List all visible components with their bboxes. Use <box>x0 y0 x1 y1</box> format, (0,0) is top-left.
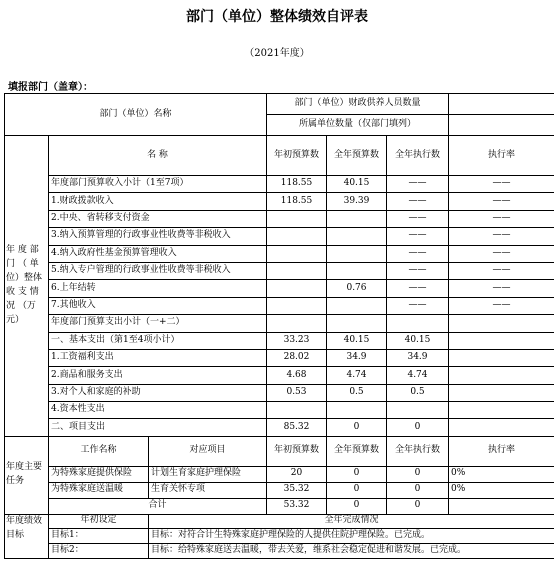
staff-count-value <box>449 94 554 115</box>
budget-exec: 4.74 <box>387 367 449 384</box>
budget-rate: —— <box>449 176 554 193</box>
goal-section <box>5 514 554 558</box>
staff-count-label: 部门（单位）财政供养人员数量 <box>267 94 449 115</box>
budget-initial: 28.02 <box>267 349 327 366</box>
budget-item-name: 1.工资福利支出 <box>49 349 267 366</box>
project-exec: 0 <box>387 466 449 482</box>
budget-exec: —— <box>387 210 449 227</box>
project-rate: 0% <box>449 482 554 498</box>
budget-rate: —— <box>449 245 554 262</box>
budget-row <box>5 176 554 193</box>
budget-full: 0 <box>327 419 387 436</box>
report-year: （2021年度） <box>244 48 310 59</box>
budget-item-name: 二、项目支出 <box>49 419 267 436</box>
budget-row <box>5 210 554 227</box>
budget-initial <box>267 228 327 245</box>
budget-rate: —— <box>449 262 554 279</box>
project-rate: 0% <box>449 466 554 482</box>
budget-full: 34.9 <box>327 349 387 366</box>
budget-exec: 0.5 <box>387 384 449 401</box>
budget-full <box>327 402 387 419</box>
budget-section <box>5 136 554 437</box>
budget-item-name: 3.对个人和家庭的补助 <box>49 384 267 401</box>
budget-row <box>5 228 554 245</box>
col-name-header: 名 称 <box>49 136 267 176</box>
budget-item-name: 3.纳入预算管理的行政事业性收费等非税收入 <box>49 228 267 245</box>
budget-initial <box>267 315 327 332</box>
budget-rate: —— <box>449 193 554 210</box>
budget-exec: 40.15 <box>387 332 449 349</box>
budget-full <box>327 228 387 245</box>
budget-row <box>5 349 554 366</box>
budget-exec: —— <box>387 176 449 193</box>
budget-rate <box>449 332 554 349</box>
budget-item-name: 2.商品和服务支出 <box>49 367 267 384</box>
budget-exec: 0 <box>387 419 449 436</box>
col-goal-complete-header: 全年完成情况 <box>149 514 554 528</box>
col-task-header: 工作名称 <box>49 436 149 466</box>
budget-row <box>5 384 554 401</box>
budget-rate <box>449 349 554 366</box>
col-initial-header: 年初预算数 <box>267 436 327 466</box>
budget-row <box>5 402 554 419</box>
budget-initial: 0.53 <box>267 384 327 401</box>
goal-status: 目标：对符合计生特殊家庭护理保险的人提供住院护理保险。已完成。 <box>149 528 554 543</box>
col-initial-header: 年初预算数 <box>267 136 327 176</box>
budget-item-name: 6.上年结转 <box>49 280 267 297</box>
project-section <box>5 436 554 514</box>
budget-exec: —— <box>387 262 449 279</box>
performance-table <box>4 135 554 559</box>
project-side-label: 年度主要任务 <box>5 436 49 514</box>
sub-unit-value <box>449 115 554 136</box>
budget-item-name: 5.纳入专户管理的行政事业性收费等非税收入 <box>49 262 267 279</box>
goal-target: 目标2： <box>49 543 149 558</box>
budget-full <box>327 210 387 227</box>
budget-full <box>327 262 387 279</box>
col-rate-header: 执行率 <box>449 136 554 176</box>
project-total-initial: 53.32 <box>267 498 327 514</box>
col-full-header: 全年预算数 <box>327 136 387 176</box>
budget-initial <box>267 262 327 279</box>
budget-item-name: 7.其他收入 <box>49 297 267 314</box>
budget-rate <box>449 402 554 419</box>
project-full: 0 <box>327 466 387 482</box>
sub-unit-label: 所属单位数量（仅部门填列） <box>267 115 449 136</box>
budget-rate <box>449 315 554 332</box>
budget-item-name: 1.财政拨款收入 <box>49 193 267 210</box>
goal-target: 目标1： <box>49 528 149 543</box>
unit-info-table <box>4 93 554 136</box>
project-exec: 0 <box>387 482 449 498</box>
budget-exec: —— <box>387 245 449 262</box>
goal-side-label: 年度绩效目标 <box>5 514 49 558</box>
budget-initial: 118.55 <box>267 193 327 210</box>
budget-initial: 4.68 <box>267 367 327 384</box>
budget-full: 40.15 <box>327 332 387 349</box>
project-total-exec: 0 <box>387 498 449 514</box>
budget-row <box>5 315 554 332</box>
col-exec-header: 全年执行数 <box>387 436 449 466</box>
budget-initial <box>267 280 327 297</box>
budget-exec <box>387 402 449 419</box>
budget-rate <box>449 384 554 401</box>
project-initial: 20 <box>267 466 327 482</box>
project-task: 为特殊家庭送温暖 <box>49 482 149 498</box>
col-exec-header: 全年执行数 <box>387 136 449 176</box>
budget-row <box>5 419 554 436</box>
budget-row <box>5 193 554 210</box>
project-task: 为特殊家庭提供保险 <box>49 466 149 482</box>
budget-item-name: 年度部门预算收入小计（1至7项） <box>49 176 267 193</box>
project-total-rate <box>449 498 554 514</box>
project-total-full: 0 <box>327 498 387 514</box>
budget-exec <box>387 315 449 332</box>
budget-row <box>5 245 554 262</box>
budget-item-name: 一、基本支出（第1至4项小计） <box>49 332 267 349</box>
budget-item-name: 2.中央、省转移支付资金 <box>49 210 267 227</box>
unit-name-label: 部门（单位）名称 <box>5 94 267 136</box>
col-rate-header: 执行率 <box>449 436 554 466</box>
budget-exec: —— <box>387 228 449 245</box>
goal-status: 目标：给特殊家庭送去温暖，带去关爱，维系社会稳定促进和谐发展。已完成。 <box>149 543 554 558</box>
budget-exec: —— <box>387 297 449 314</box>
budget-item-name: 4.纳入政府性基金预算管理收入 <box>49 245 267 262</box>
project-full: 0 <box>327 482 387 498</box>
budget-exec: —— <box>387 280 449 297</box>
budget-initial: 33.23 <box>267 332 327 349</box>
budget-initial: 118.55 <box>267 176 327 193</box>
col-full-header: 全年预算数 <box>327 436 387 466</box>
budget-full: 0.76 <box>327 280 387 297</box>
budget-exec: —— <box>387 193 449 210</box>
budget-rate: —— <box>449 228 554 245</box>
budget-initial <box>267 402 327 419</box>
budget-full <box>327 315 387 332</box>
budget-rate <box>449 419 554 436</box>
department-label: 填报部门（盖章）： <box>8 82 93 93</box>
budget-item-name: 年度部门预算支出小计（一+二） <box>49 315 267 332</box>
budget-row <box>5 367 554 384</box>
budget-row <box>5 332 554 349</box>
budget-full: 4.74 <box>327 367 387 384</box>
budget-initial <box>267 297 327 314</box>
budget-full: 39.39 <box>327 193 387 210</box>
budget-row <box>5 297 554 314</box>
project-item: 计划生育家庭护理保险 <box>149 466 267 482</box>
budget-row <box>5 280 554 297</box>
budget-side-label: 年 度 部 门 （ 单 位）整体 收 支 情 况 （万元） <box>5 136 49 437</box>
budget-initial: 85.32 <box>267 419 327 436</box>
project-total-label: 合计 <box>49 498 267 514</box>
budget-rate: —— <box>449 210 554 227</box>
project-item: 生育关怀专项 <box>149 482 267 498</box>
budget-initial <box>267 245 327 262</box>
budget-initial <box>267 210 327 227</box>
budget-rate: —— <box>449 280 554 297</box>
budget-full: 40.15 <box>327 176 387 193</box>
page-title: 部门（单位）整体绩效自评表 <box>186 9 368 25</box>
project-initial: 35.32 <box>267 482 327 498</box>
col-goal-initial-header: 年初设定 <box>49 514 149 528</box>
budget-full: 0.5 <box>327 384 387 401</box>
budget-rate <box>449 367 554 384</box>
budget-full <box>327 297 387 314</box>
budget-item-name: 4.资本性支出 <box>49 402 267 419</box>
budget-rate: —— <box>449 297 554 314</box>
budget-row <box>5 262 554 279</box>
budget-exec: 34.9 <box>387 349 449 366</box>
col-item-header: 对应项目 <box>149 436 267 466</box>
budget-full <box>327 245 387 262</box>
